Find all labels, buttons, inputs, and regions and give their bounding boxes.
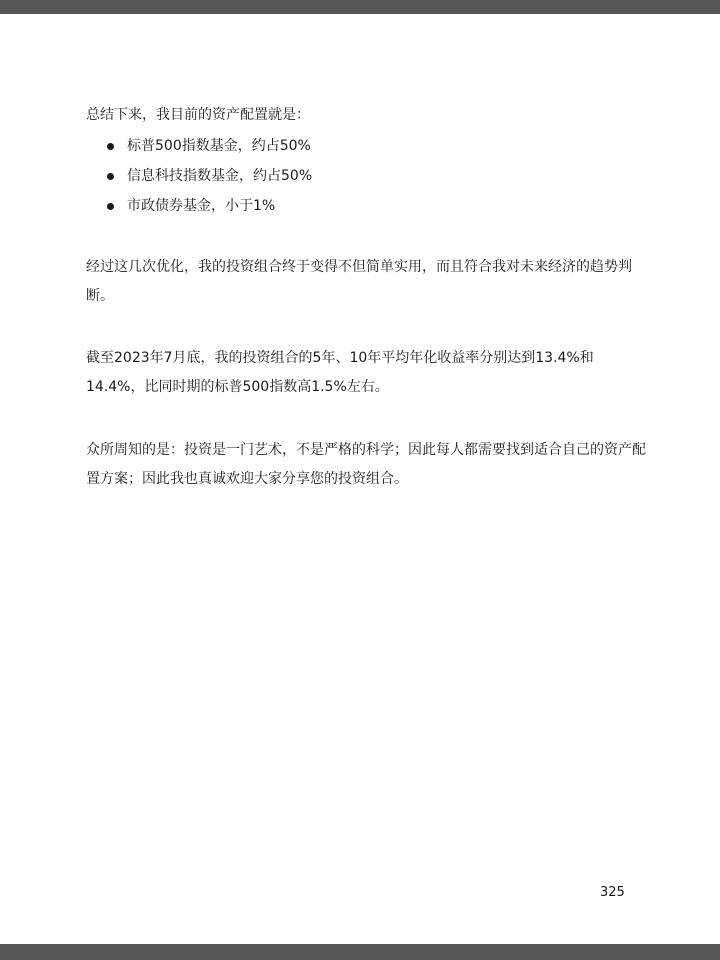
document-page bbox=[0, 14, 720, 944]
list-item bbox=[86, 131, 312, 161]
paragraph-conclusion: 众所周知的是：投资是一门艺术，不是严格的科学；因此每人都需要找到适合自己的资产配置方案；因此我也真诚欢迎大家分享您的投资组合。 bbox=[86, 442, 646, 487]
paragraph-returns: 截至2023年7月底，我的投资组合的5年、10年平均年化收益率分别达到13.4%和14.4%，比同时期的标普500指数高1.5%左右。 bbox=[86, 350, 594, 395]
paragraph-optimization: 经过这几次优化，我的投资组合终于变得不但简单实用，而且符合我对未来经济的趋势判断。 bbox=[86, 259, 632, 304]
intro-text: 总结下来，我目前的资产配置就是： bbox=[86, 107, 310, 123]
viewer-bottom-bar bbox=[0, 944, 720, 960]
list-item bbox=[86, 161, 312, 191]
bullet-icon bbox=[107, 203, 114, 210]
list-item-text: 信息科技指数基金，约占50% bbox=[127, 168, 313, 184]
bullet-icon bbox=[107, 143, 114, 150]
bullet-icon bbox=[107, 173, 114, 180]
viewer-top-bar bbox=[0, 0, 720, 14]
list-item-text: 标普500指数基金，约占50% bbox=[127, 138, 311, 154]
page-number: 325 bbox=[600, 885, 625, 900]
list-item bbox=[86, 191, 312, 221]
allocation-list bbox=[86, 131, 312, 221]
list-item-text: 市政债券基金，小于1% bbox=[127, 198, 276, 214]
